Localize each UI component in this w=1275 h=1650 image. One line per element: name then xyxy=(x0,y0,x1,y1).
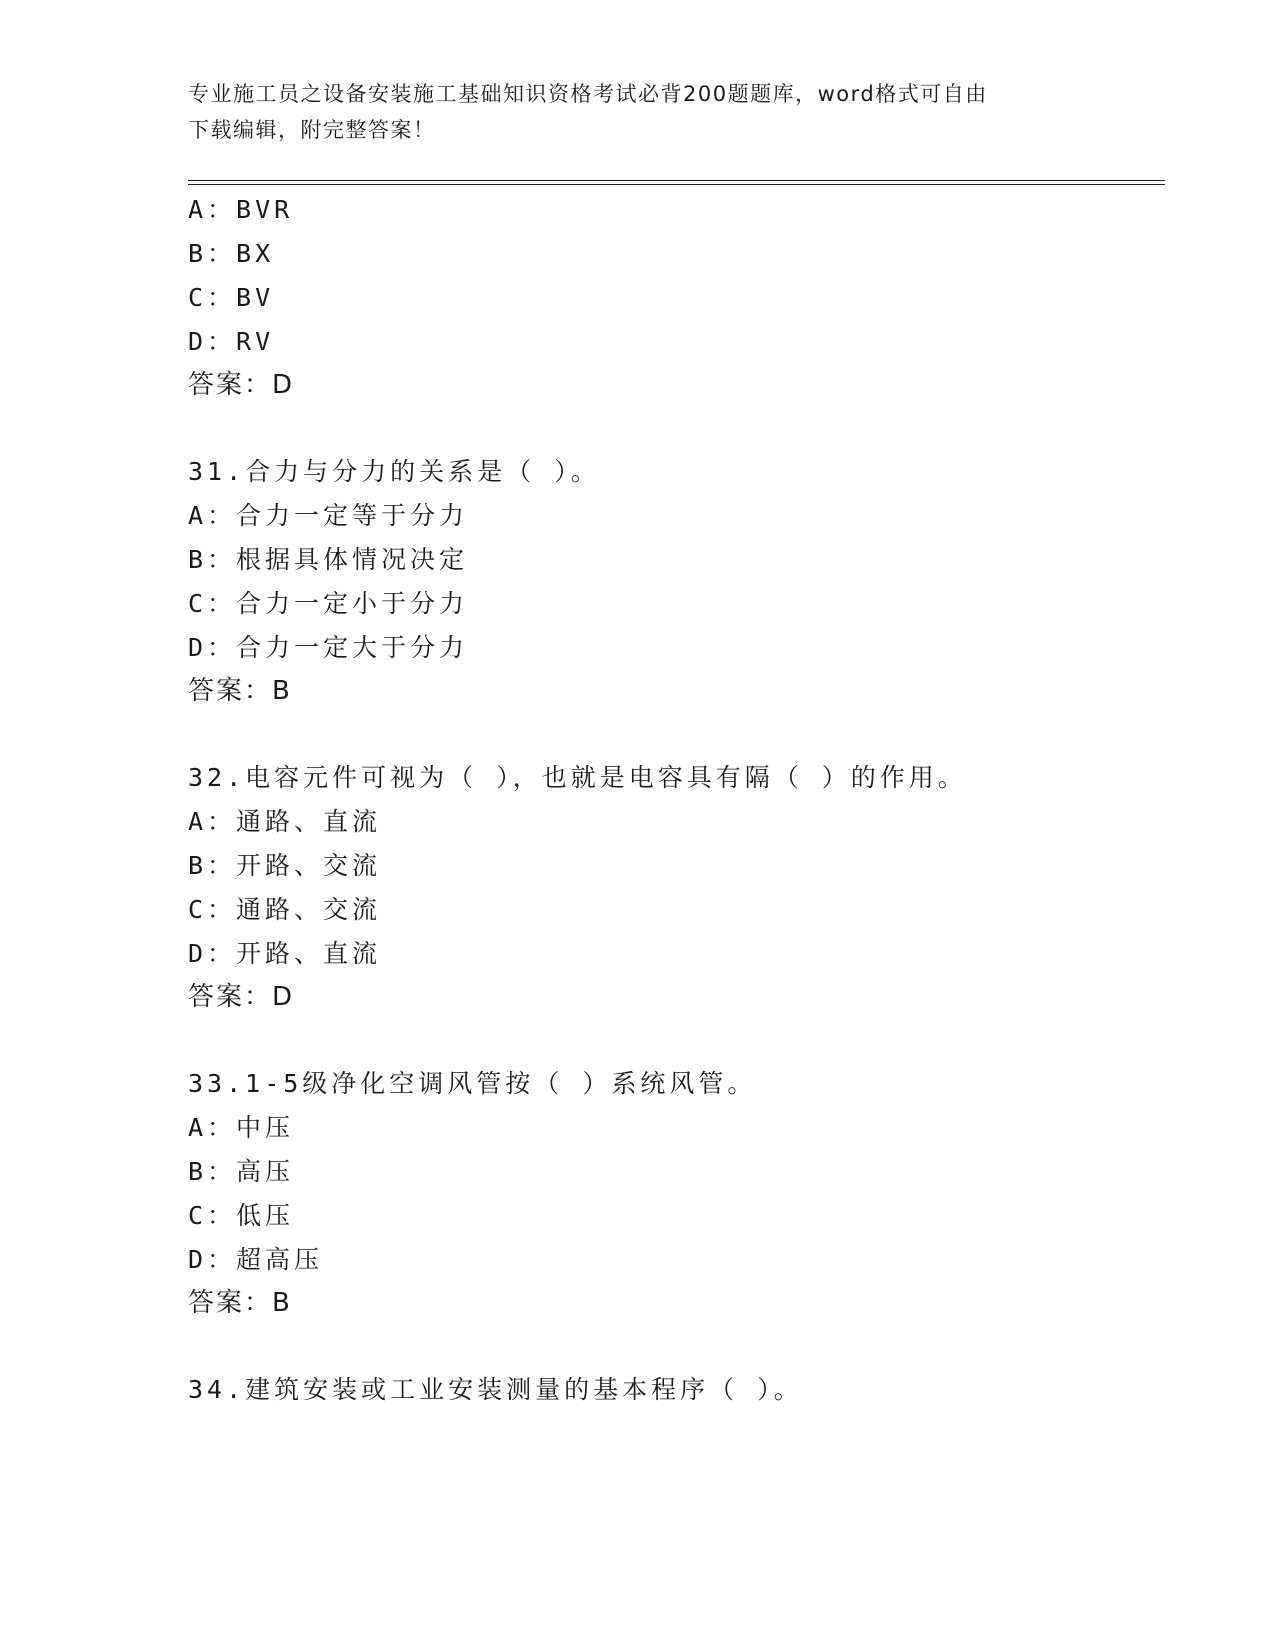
question-stem: 31.合力与分力的关系是（ ）。 xyxy=(188,457,600,486)
option-b: B：高压 xyxy=(188,1157,295,1186)
answer-line: 答案：B xyxy=(188,1288,292,1318)
option-c: C：通路、交流 xyxy=(188,895,382,924)
option-c: C：合力一定小于分力 xyxy=(188,589,469,618)
answer-line: 答案：B xyxy=(188,676,292,706)
option-d: D：RV xyxy=(188,327,275,356)
option-a: A：BVR xyxy=(188,195,294,224)
option-d: D：超高压 xyxy=(188,1245,324,1274)
answer-line: 答案：D xyxy=(188,982,295,1012)
question-stem: 32.电容元件可视为（ ），也就是电容具有隔（ ）的作用。 xyxy=(188,763,967,792)
option-d: D：开路、直流 xyxy=(188,939,382,968)
option-c: C：低压 xyxy=(188,1201,295,1230)
option-b: B：开路、交流 xyxy=(188,851,382,880)
option-a: A：通路、直流 xyxy=(188,807,382,836)
header-line-1: 专业施工员之设备安装施工基础知识资格考试必背200题题库，word格式可自由 xyxy=(188,82,988,106)
option-d: D：合力一定大于分力 xyxy=(188,633,469,662)
document-header xyxy=(188,76,1088,148)
option-b: B：BX xyxy=(188,239,275,268)
option-a: A：中压 xyxy=(188,1113,295,1142)
option-b: B：根据具体情况决定 xyxy=(188,545,469,574)
question-stem: 33.1-5级净化空调风管按（ ）系统风管。 xyxy=(188,1069,757,1098)
option-a: A：合力一定等于分力 xyxy=(188,501,469,530)
question-stem: 34.建筑安装或工业安装测量的基本程序（ ）。 xyxy=(188,1375,803,1404)
header-divider-bottom xyxy=(188,184,1165,185)
header-line-2: 下载编辑，附完整答案！ xyxy=(188,118,436,142)
answer-line: 答案：D xyxy=(188,370,295,400)
header-divider-top xyxy=(188,180,1165,181)
option-c: C：BV xyxy=(188,283,275,312)
